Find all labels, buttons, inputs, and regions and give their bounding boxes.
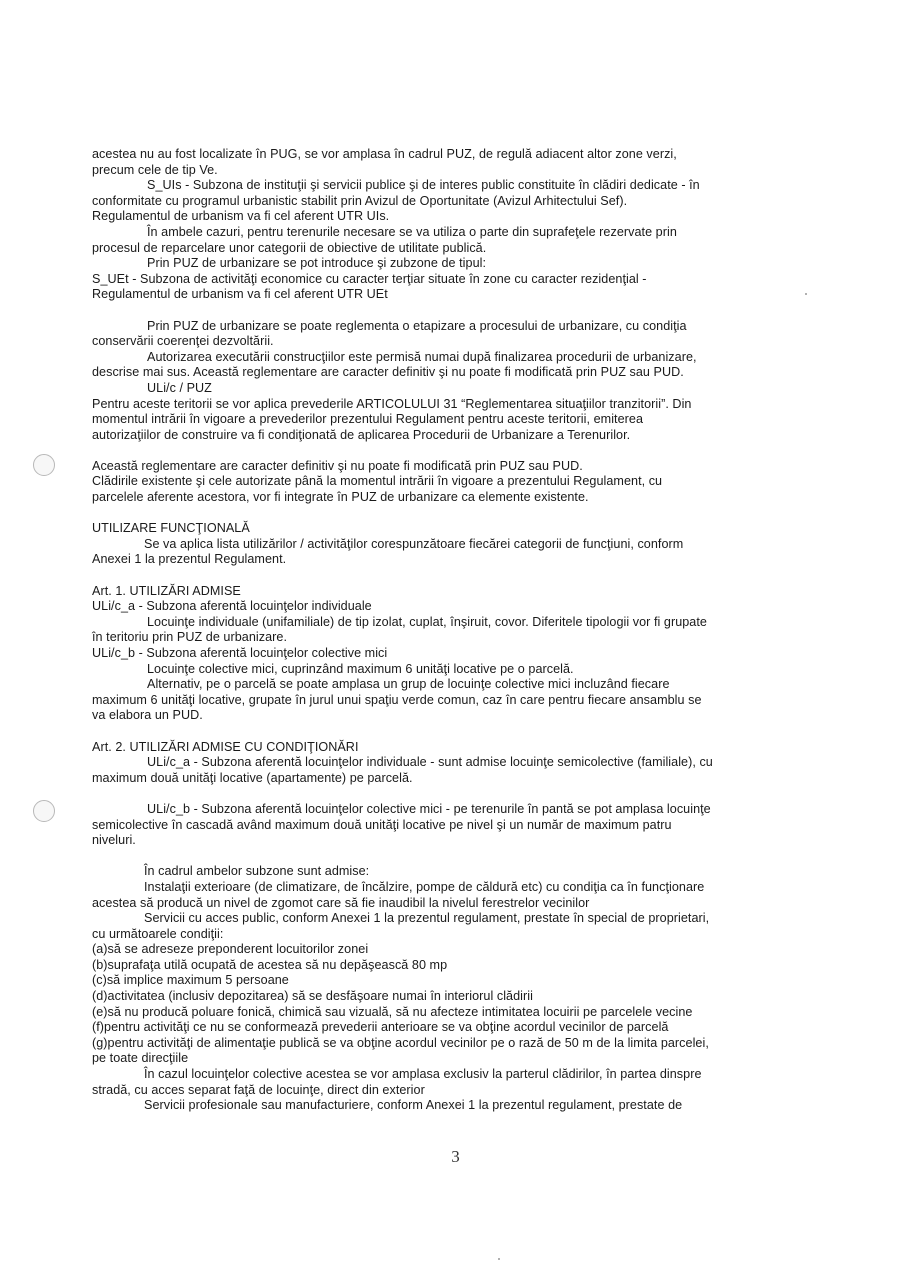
- text-line: ULi/c_b - Subzona aferentă locuinţelor colective mici: [92, 646, 388, 660]
- text-line: Instalaţii exterioare (de climatizare, de încălzire, pompe de căldură etc) cu condiţia ca în funcţionare: [144, 879, 705, 894]
- scan-speck: [498, 1258, 500, 1260]
- text-line: acestea să producă un nivel de zgomot care să fie inaudibil la nivelul ferestrelor vecinilor: [92, 895, 590, 910]
- text-line: pe toate direcţiile: [92, 1051, 189, 1066]
- text-line: Autorizarea executării construcţiilor este permisă numai după finalizarea procedurii de urbanizare,: [147, 349, 697, 364]
- document-body: [92, 147, 816, 1114]
- text-line: precum cele de tip Ve.: [92, 162, 218, 177]
- punch-hole-top: [33, 454, 55, 476]
- text-line: În ambele cazuri, pentru terenurile necesare se va utiliza o parte din suprafeţele rezervate prin: [147, 224, 677, 239]
- text-line: Alternativ, pe o parcelă se poate amplasa un grup de locuinţe colective mici incluzând fiecare: [147, 677, 670, 692]
- text-line: Pentru aceste teritorii se vor aplica prevederile ARTICOLULUI 31 “Reglementarea situaţiilor tranzitorii”. Din: [92, 396, 692, 411]
- text-line: Prin PUZ de urbanizare se pot introduce şi zubzone de tipul:: [147, 256, 487, 271]
- text-line: S_UIs - Subzona de instituţii şi servicii publice şi de interes public constituite în clădiri dedicate - în: [147, 178, 700, 193]
- text-line: stradă, cu acces separat faţă de locuinţe, direct din exterior: [92, 1082, 425, 1097]
- text-line: (f)pentru activităţi ce nu se conformează prevederii anterioare se va obţine acordul vecinilor de parcelă: [92, 1020, 669, 1035]
- text-line: conservării coerenţei dezvoltării.: [92, 334, 274, 349]
- text-line: Clădirile existente şi cele autorizate până la momentul intrării în vigoare a prezentului Regulament, cu: [92, 474, 663, 489]
- text-line: Anexei 1 la prezentul Regulament.: [92, 552, 287, 567]
- text-line: acestea nu au fost localizate în PUG, se vor amplasa în cadrul PUZ, de regulă adiacent altor zone verzi,: [92, 147, 677, 161]
- blank-line: [92, 849, 816, 865]
- text-line: (b)suprafaţa utilă ocupată de acestea să nu depăşească 80 mp: [92, 957, 448, 972]
- text-line: descrise mai sus. Această reglementare are caracter definitiv şi nu poate fi modificată prin PUZ sau PUD.: [92, 365, 684, 380]
- text-line: autorizaţiilor de construire va fi condiţionată de aplicarea Procedurii de Urbanizare a Terenurilor.: [92, 427, 631, 442]
- text-line: semicolective în cascadă având maximum două unităţi locative pe nivel şi un număr de maximum patru: [92, 817, 672, 832]
- text-line: maximum două unităţi locative (apartamente) pe parcelă.: [92, 770, 413, 785]
- page-number: 3: [451, 1147, 460, 1166]
- text-line: momentul intrării în vigoare a prevederilor prezentului Regulament pentru aceste teritorii, emiterea: [92, 412, 643, 427]
- text-line: Locuinţe colective mici, cuprinzând maximum 6 unităţi locative pe o parcelă.: [147, 661, 574, 676]
- text-line: (a)să se adreseze preponderent locuitorilor zonei: [92, 942, 369, 957]
- text-line: conformitate cu programul urbanistic stabilit prin Avizul de Oportunitate (Avizul Arhitectului Sef).: [92, 193, 628, 208]
- text-line: Servicii profesionale sau manufacturiere, conform Anexei 1 la prezentul regulament, prestate de: [144, 1098, 683, 1113]
- text-line: Se va aplica lista utilizărilor / activităţilor corespunzătoare fiecărei categorii de funcţiuni, conform: [144, 536, 684, 551]
- text-line: (e)să nu producă poluare fonică, chimică sau vizuală, să nu afecteze intimitatea locuirii pe parcelele vecine: [92, 1004, 693, 1019]
- text-line: parcelele aferente acestora, vor fi integrate în PUZ de urbanizare ca elemente existente.: [92, 490, 589, 505]
- blank-line: [92, 724, 816, 740]
- text-line: Servicii cu acces public, conform Anexei 1 la prezentul regulament, prestate în special de proprietari,: [144, 911, 710, 926]
- text-line: Art. 1. UTILIZĂRI ADMISE: [92, 583, 241, 598]
- text-line: În cazul locuinţelor colective acestea se vor amplasa exclusiv la parterul clădirilor, în partea dinspre: [144, 1067, 702, 1082]
- text-line: (d)activitatea (inclusiv depozitarea) să se desfăşoare numai în interiorul clădirii: [92, 989, 533, 1004]
- text-line: Locuinţe individuale (unifamiliale) de tip izolat, cuplat, înşiruit, covor. Diferitele tipologii vor fi grupate: [147, 614, 707, 629]
- text-line: maximum 6 unităţi locative, grupate în jurul unui spaţiu verde comun, caz în care pentru fiecare ansamblu se: [92, 692, 702, 707]
- text-line: Regulamentul de urbanism va fi cel aferent UTR UIs.: [92, 209, 390, 224]
- text-line: procesul de reparcelare unor categorii de obiective de utilitate publică.: [92, 240, 487, 255]
- blank-line: [92, 443, 816, 459]
- text-line: (c)să implice maximum 5 persoane: [92, 973, 289, 988]
- text-line: va elabora un PUD.: [92, 708, 203, 723]
- blank-line: [92, 786, 816, 802]
- text-line: În cadrul ambelor subzone sunt admise:: [144, 864, 370, 879]
- text-line: ULi/c / PUZ: [147, 380, 212, 395]
- blank-line: [92, 303, 816, 319]
- text-line: niveluri.: [92, 833, 136, 848]
- blank-line: [92, 506, 816, 522]
- text-line: ULi/c_a - Subzona aferentă locuinţelor individuale - sunt admise locuinţe semicolective (familiale), cu: [147, 755, 713, 770]
- text-line: cu următoarele condiţii:: [92, 926, 224, 941]
- text-line: ULi/c_b - Subzona aferentă locuinţelor colective mici - pe terenurile în pantă se pot amplasa locuinţe: [147, 801, 711, 816]
- punch-hole-bottom: [33, 800, 55, 822]
- text-line: Prin PUZ de urbanizare se poate reglementa o etapizare a procesului de urbanizare, cu condiţia: [147, 318, 687, 333]
- text-line: S_UEt - Subzona de activităţi economice cu caracter terţiar situate în zone cu caracter rezidenţial -: [92, 271, 647, 286]
- text-line: în teritoriu prin PUZ de urbanizare.: [92, 630, 287, 645]
- text-line: Regulamentul de urbanism va fi cel aferent UTR UEt: [92, 287, 388, 302]
- text-line: Art. 2. UTILIZĂRI ADMISE CU CONDIŢIONĂRI: [92, 739, 359, 754]
- text-line: (g)pentru activităţi de alimentaţie publică se va obţine acordul vecinilor pe o rază de 50 m de la limita parcelei,: [92, 1035, 709, 1050]
- text-line: Această reglementare are caracter definitiv şi nu poate fi modificată prin PUZ sau PUD.: [92, 458, 583, 473]
- text-line: UTILIZARE FUNCŢIONALĂ: [92, 521, 250, 536]
- blank-line: [92, 568, 816, 584]
- text-line: ULi/c_a - Subzona aferentă locuinţelor individuale: [92, 599, 372, 614]
